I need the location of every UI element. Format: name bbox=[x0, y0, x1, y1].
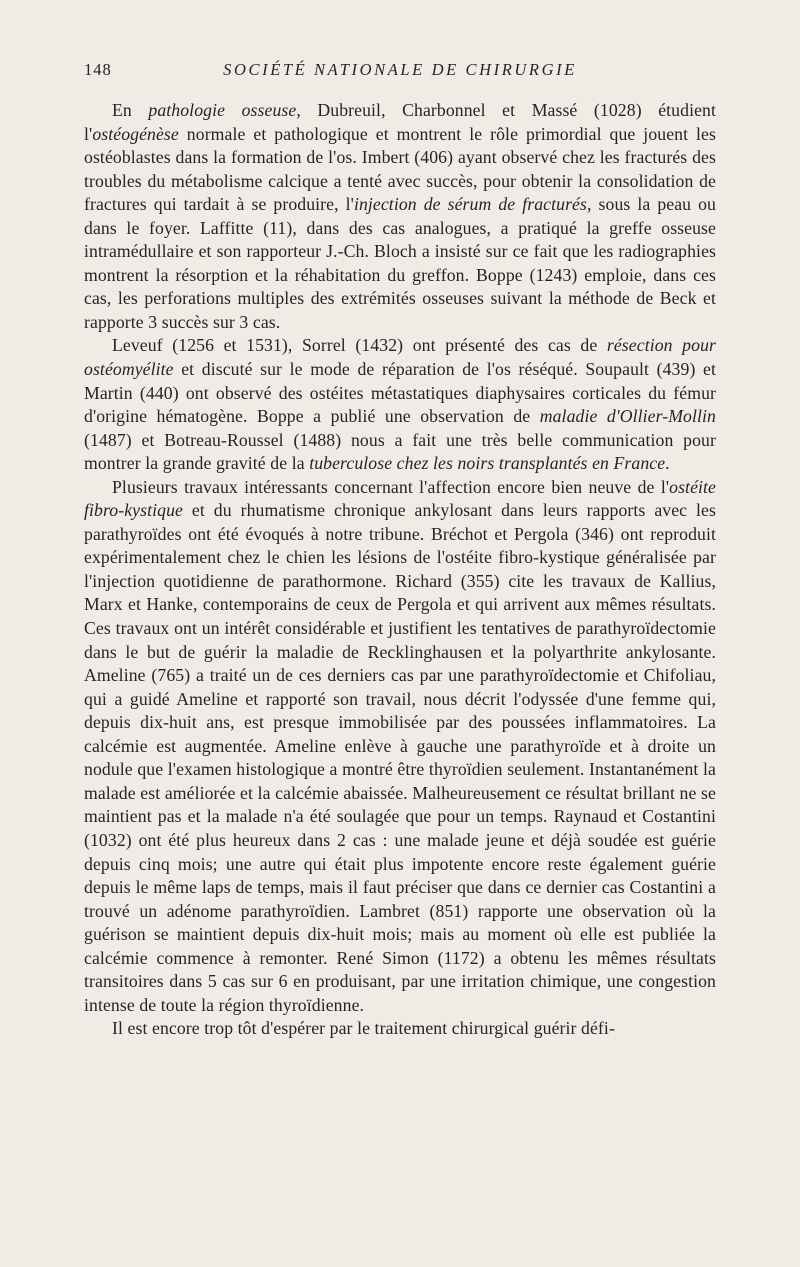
text-segment: , Dubreuil, Charbonnel et Massé (1028) étudient l' bbox=[84, 100, 716, 144]
italic-term: injection de sérum de fracturés bbox=[353, 194, 587, 215]
italic-term: résection pour ostéomyélite bbox=[84, 335, 716, 380]
paragraph bbox=[84, 1017, 716, 1041]
italic-term: ostéogénèse bbox=[92, 123, 179, 144]
italic-term: tuberculose chez les noirs transplantés en France bbox=[309, 453, 666, 474]
text-segment: En bbox=[112, 100, 149, 120]
text-segment: . bbox=[665, 453, 670, 474]
italic-term: ostéite fibro-kystique bbox=[84, 476, 716, 521]
page-header bbox=[84, 53, 716, 83]
italic-term: pathologie osseuse bbox=[148, 100, 297, 120]
paragraph bbox=[84, 99, 716, 334]
text-segment: et discuté sur le mode de réparation de l'os réséqué. Soupault (439) et Martin (440) ont observé des ostéites métastatiques diaphysaires corticales du fémur d'origine hématogène. Boppe a publié une observation de bbox=[84, 359, 716, 427]
text-segment: normale et pathologique et montrent le rôle primordial que jouent les ostéoblastes dans la formation de l'os. Imbert (406) ayant observé chez les fracturés des troubles du métabolisme calcique a tenté avec succès, pour obtenir la consolidation de fractures qui tardait à se produire, l' bbox=[84, 123, 716, 215]
running-head: SOCIÉTÉ NATIONALE DE CHIRURGIE bbox=[223, 60, 577, 79]
text-segment: Leveuf (1256 et 1531), Sorrel (1432) ont présenté des cas de bbox=[112, 335, 607, 356]
text-segment: Plusieurs travaux intéressants concernant l'affection encore bien neuve de l' bbox=[112, 476, 670, 497]
paragraph bbox=[84, 334, 716, 475]
page-number: 148 bbox=[84, 60, 112, 79]
text-segment: (1487) et Botreau-Roussel (1488) nous a fait une très belle communication pour montrer la grande gravité de la bbox=[84, 429, 716, 474]
italic-term: maladie d'Ollier-Mollin bbox=[539, 406, 716, 427]
body-text bbox=[84, 99, 716, 1041]
paragraph bbox=[84, 476, 716, 1018]
text-segment: , sous la peau ou dans le foyer. Laffitte (11), dans des cas analogues, a pratiqué la greffe osseuse intramédullaire et son rapporteur J.-Ch. Bloch a insisté sur ce fait que les radiographies montrent la résorption et la réhabitation du greffon. Boppe (1243) emploie, dans ces cas, les perforations multiples des extrémités osseuses suivant la méthode de Beck et rapporte 3 succès sur 3 cas. bbox=[84, 194, 716, 332]
text-segment: et du rhumatisme chronique ankylosant dans leurs rapports avec les parathyroïdes ont été évoqués à notre tribune. Bréchot et Pergola (346) ont reproduit expérimentalement chez le chien les lésions de l'ostéite fibro-kystique généralisée par l'injection quotidienne de parathormone. Richard (355) cite les travaux de Kallius, Marx et Hanke, contemporains de ceux de Pergola et qui arrivent aux mêmes résultats. Ces travaux ont un intérêt considérable et justifient les tentatives de parathyroïdectomie dans le but de guérir la maladie de Recklinghausen et la polyarthrite ankylosante. Ameline (765) a traité un de ces derniers cas par une parathyroïdectomie et Chifoliau, qui a guidé Ameline et rapporté son travail, nous décrit l'odyssée d'une femme qui, depuis dix-huit ans, est presque immobilisée par des poussées inflammatoires. La calcémie est augmentée. Ameline enlève à gauche une parathyroïde et à droite un nodule que l'examen histologique a montré être thyroïdien seulement. Instantanément la malade est améliorée et la calcémie abaissée. Malheureusement ce résultat brillant ne se maintient pas et la malade n'a été soulagée que pour un temps. Raynaud et Costantini (1032) ont été plus heureux dans 2 cas : une malade jeune et déjà soudée est guérie depuis cinq mois; une autre qui était plus impotente encore reste également guérie depuis le même laps de temps, mais il faut préciser que dans ce dernier cas Costantini a trouvé un adénome parathyroïdien. Lambret (851) rapporte une observation où la guérison se maintient depuis dix-huit mois; mais au moment où elle est publiée la calcémie commence à remonter. René Simon (1172) a obtenu les mêmes résultats transitoires dans 5 cas sur 6 en produisant, par une irritation chimique, une congestion intense de toute la région thyroïdienne. bbox=[84, 500, 716, 1015]
text-segment: Il est encore trop tôt d'espérer par le traitement chirurgical guérir défi- bbox=[112, 1018, 615, 1039]
